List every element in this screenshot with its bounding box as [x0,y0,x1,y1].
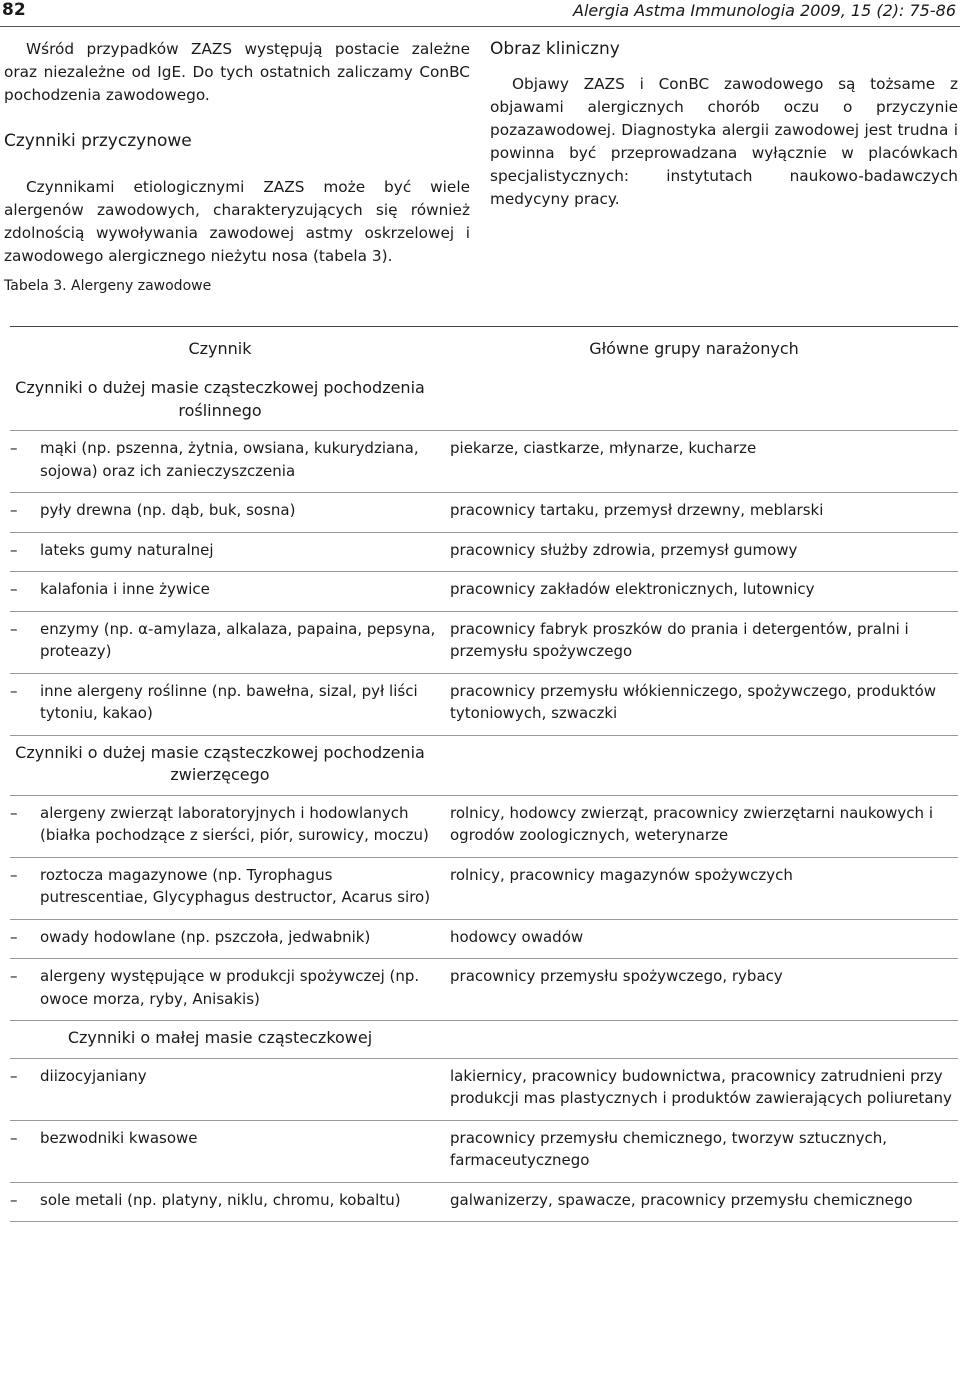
agent-cell [10,539,450,562]
causes-paragraph: Czynnikami etiologicznymi ZAZS może być wiele alergenów zawodowych, charakteryzujących się również zdolnością wywoływania zawodowej astmy oskrzelowej i zawodowego alergicznego nieżytu nosa (tabela 3). [4,178,470,265]
groups-cell: pracownicy przemysłu włókienniczego, spożywczego, produktów tytoniowych, szwaczki [450,681,937,722]
list-dash: – [10,927,18,946]
groups-cell: pracownicy tartaku, przemysł drzewny, meblarski [450,501,824,519]
table-row [10,1183,958,1223]
table-row [10,795,958,858]
groups-cell: pracownicy zakładów elektronicznych, lutownicy [450,580,815,598]
groups-cell: galwanizerzy, spawacze, pracownicy przemysłu chemicznego [450,1190,913,1209]
groups-cell: rolnicy, pracownicy magazynów spożywczych [450,865,793,884]
agent-text: enzymy (np. α-amylaza, alkalaza, papaina, pepsyna, proteazy) [40,619,436,660]
table-header [10,327,958,371]
list-dash: – [10,540,18,559]
left-column [4,38,470,268]
list-dash: – [10,501,18,519]
agent-cell [10,578,450,601]
groups-cell: hodowcy owadów [450,927,584,946]
table-row [10,430,958,493]
agent-text: kalafonia i inne żywice [40,580,210,598]
table-row [10,572,958,612]
agent-cell [10,1065,450,1110]
table-row [10,612,958,674]
list-dash: – [10,967,18,985]
page-number: 82 [2,0,26,20]
section-heading-causes: Czynniki przyczynowe [4,131,192,151]
table-row [10,533,958,573]
list-dash: – [10,580,18,598]
groups-cell: pracownicy służby zdrowia, przemysł gumowy [450,540,798,559]
agent-text: lateks gumy naturalnej [40,540,214,559]
list-dash: – [10,865,18,884]
groups-cell: pracownicy przemysłu spożywczego, rybacy [450,967,783,985]
section-heading-clinical: Obraz kliniczny [490,39,620,59]
agent-cell [10,437,450,482]
list-dash: – [10,1066,18,1085]
agent-text: bezwodniki kwasowe [40,1128,198,1147]
agent-cell [10,1127,450,1172]
agent-cell [10,965,450,1010]
table-row [10,674,958,736]
list-dash: – [10,681,18,700]
list-dash: – [10,619,18,638]
header-agent: Czynnik [188,338,252,358]
agent-text: diizocyjaniany [40,1066,147,1085]
agent-text: pyły drewna (np. dąb, buk, sosna) [40,501,296,519]
agent-cell [10,802,450,847]
groups-cell: piekarze, ciastkarze, młynarze, kucharze [450,439,757,457]
agent-text: inne alergeny roślinne (np. bawełna, sizal, pył liści tytoniu, kakao) [40,681,418,722]
agent-cell [10,680,450,725]
list-dash: – [10,1190,18,1209]
groups-cell: pracownicy przemysłu chemicznego, tworzyw sztucznych, farmaceutycznego [450,1128,888,1169]
table-row [10,1121,958,1183]
section-title: Czynniki o dużej masie cząsteczkowej pochodzenia zwierzęcego [15,742,425,784]
groups-cell: pracownicy fabryk proszków do prania i detergentów, pralni i przemysłu spożywczego [450,619,909,660]
table-row [10,1058,958,1121]
agent-text: alergeny występujące w produkcji spożywczej (np. owoce morza, ryby, Anisakis) [40,967,420,1008]
agent-text: alergeny zwierząt laboratoryjnych i hodowlanych (białka pochodzące z sierści, piór, surowicy, moczu) [40,803,429,844]
right-column [490,38,958,211]
groups-cell: rolnicy, hodowcy zwierząt, pracownicy zwierzętarni naukowych i ogrodów zoologicznych, weterynarze [450,803,933,844]
agent-cell [10,926,450,949]
agent-cell [10,1189,450,1212]
agent-text: sole metali (np. platyny, niklu, chromu, kobaltu) [40,1190,401,1209]
section-title: Czynniki o małej masie cząsteczkowej [67,1028,373,1047]
table-row [10,959,958,1021]
agent-text: mąki (np. pszenna, żytnia, owsiana, kukurydziana, sojowa) oraz ich zanieczyszczenia [40,439,419,480]
table-row [10,920,958,960]
table-row [10,858,958,920]
list-dash: – [10,803,18,822]
table-body [10,371,958,1222]
groups-cell: lakiernicy, pracownicy budownictwa, pracownicy zatrudnieni przy produkcji mas plastycznych i produktów zawierających poliuretany [450,1066,952,1107]
list-dash: – [10,439,18,457]
clinical-paragraph: Objawy ZAZS i ConBC zawodowego są tożsame z objawami alergicznych chorób oczu o przyczynie pozazawodowej. Diagnostyka alergii zawodowej jest trudna i powinna być przeprowadzana wyłącznie w placówkach specjalistycznych: instytutach naukowo-badawczych medycyny pracy. [490,75,958,208]
table-row [10,493,958,533]
table-caption: Tabela 3. Alergeny zawodowe [4,278,212,294]
agent-text: roztocza magazynowe (np. Tyrophagus putrescentiae, Glycyphagus destructor, Acarus siro) [40,865,431,906]
allergen-table [10,326,958,1222]
agent-cell [10,618,450,663]
page-header [0,0,960,27]
list-dash: – [10,1128,18,1147]
agent-text: owady hodowlane (np. pszczoła, jedwabnik) [40,927,371,946]
journal-citation: Alergia Astma Immunologia 2009, 15 (2): 75-86 [573,1,956,20]
section-title: Czynniki o dużej masie cząsteczkowej pochodzenia roślinnego [15,378,425,420]
agent-cell [10,499,450,522]
header-groups: Główne grupy narażonych [589,338,799,358]
agent-cell [10,864,450,909]
intro-paragraph: Wśród przypadków ZAZS występują postacie zależne oraz niezależne od IgE. Do tych ostatnich zaliczamy ConBC pochodzenia zawodowego. [4,40,470,104]
